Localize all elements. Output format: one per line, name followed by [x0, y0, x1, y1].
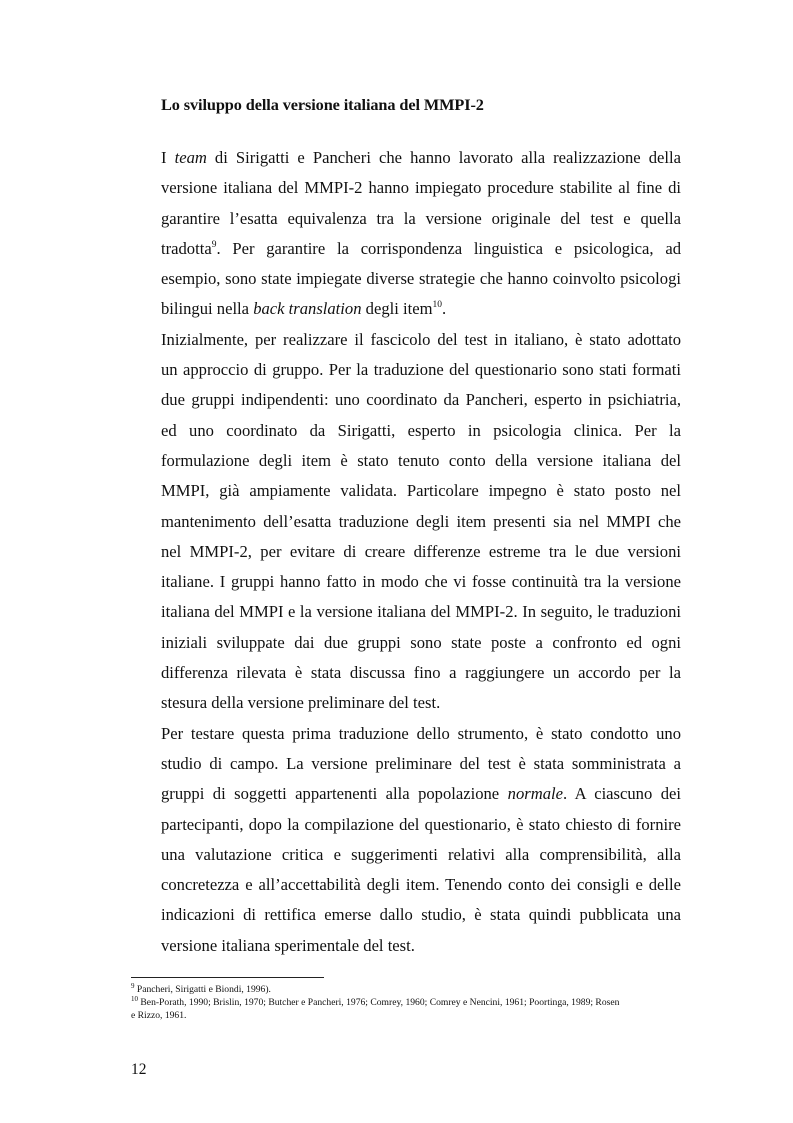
text-line: I team di Sirigatti e Pancheri che hanno lavorato alla realizzazione della: [161, 148, 681, 167]
text-line: studio di campo. La versione preliminare del test è stata somministrata a: [161, 753, 681, 773]
text-line: italiane. I gruppi hanno fatto in modo che vi fosse continuità tra la versione: [161, 572, 681, 592]
footnote-number: 9: [131, 982, 135, 990]
text-line: MMPI, già ampiamente validata. Particolare impegno è stato posto nel: [161, 481, 681, 501]
paragraph: [143, 325, 681, 719]
text-line: garantire l’esatta equivalenza tra la versione originale del test e quella: [161, 208, 681, 228]
paragraph: [143, 143, 681, 325]
footnote-number: 10: [131, 995, 138, 1003]
text-line: versione italiana del MMPI-2 hanno impiegato procedure stabilite al fine di: [161, 178, 681, 198]
text-line: formulazione degli item è stato tenuto conto della versione italiana del: [161, 450, 681, 470]
footnote: e Rizzo, 1961.: [131, 1010, 187, 1021]
emphasis: normale: [507, 784, 563, 804]
text-line: stesura della versione preliminare del test.: [161, 693, 441, 713]
text-line: un approccio di gruppo. Per la traduzione del questionario sono stati formati: [161, 360, 681, 380]
text-line: esempio, sono state impiegate diverse strategie che hanno coinvolto psicologi: [161, 269, 681, 289]
text-line: versione italiana sperimentale del test.: [161, 935, 415, 955]
text-line: differenza rilevata è stata discussa fino a raggiungere un accordo per la: [161, 663, 681, 683]
text-line: Per testare questa prima traduzione dello strumento, è stato condotto uno: [161, 723, 681, 743]
footnote-ref: 10: [432, 300, 442, 311]
emphasis: team: [174, 148, 207, 167]
text-line: ed uno coordinato da Sirigatti, esperto in psicologia clinica. Per la: [161, 420, 681, 440]
text-line: una valutazione critica e suggerimenti relativi alla comprensibilità, alla: [161, 844, 681, 864]
footnote-separator: [131, 977, 324, 978]
text-line: Inizialmente, per realizzare il fascicolo del test in italiano, è stato adottato: [161, 329, 681, 349]
text-line: indicazioni di rettifica emerse dallo studio, è stata quindi pubblicata una: [161, 905, 681, 925]
emphasis: back translation: [253, 299, 362, 319]
footnote: $^9$ Pancheri, Sirigatti e Biondi, 1996).: [131, 982, 271, 995]
text-line: due gruppi indipendenti: uno coordinato da Pancheri, esperto in psichiatria,: [161, 390, 681, 410]
text-line: italiana del MMPI e la versione italiana del MMPI-2. In seguito, le traduzioni: [161, 602, 681, 622]
footnotes: [131, 983, 681, 1022]
text-line: gruppi di soggetti appartenenti alla popolazione normale. A ciascuno dei: [161, 784, 682, 804]
text-line: bilingui nella back translation degli item$^{10}$.: [161, 299, 447, 319]
text-line: iniziali sviluppate dai due gruppi sono state poste a confronto ed ogni: [161, 632, 681, 652]
text-line: nel MMPI-2, per evitare di creare differenze estreme tra le due versioni: [161, 541, 681, 561]
text-line: concretezza e all’accettabilità degli item. Tenendo conto dei consigli e delle: [161, 875, 681, 895]
section-heading: Lo sviluppo della versione italiana del MMPI-2: [161, 95, 484, 114]
text-line: tradotta$^9$. Per garantire la corrispondenza linguistica e psicologica, ad: [161, 238, 681, 258]
footnote: $^{10}$ Ben-Porath, 1990; Brislin, 1970; Butcher e Pancheri, 1976; Comrey, 1960; Comrey e Nencini, 1961; Poortinga, 1989; Rosen: [131, 995, 620, 1008]
paragraph: [143, 719, 681, 961]
page-number: 12: [131, 1061, 147, 1078]
text-line: partecipanti, dopo la compilazione del questionario, è stato chiesto di fornire: [161, 814, 681, 834]
body-text: [143, 143, 681, 961]
text-line: mantenimento dell’esatta traduzione degli item presenti sia nel MMPI che: [161, 511, 681, 531]
footnote-ref: 9: [211, 239, 217, 250]
